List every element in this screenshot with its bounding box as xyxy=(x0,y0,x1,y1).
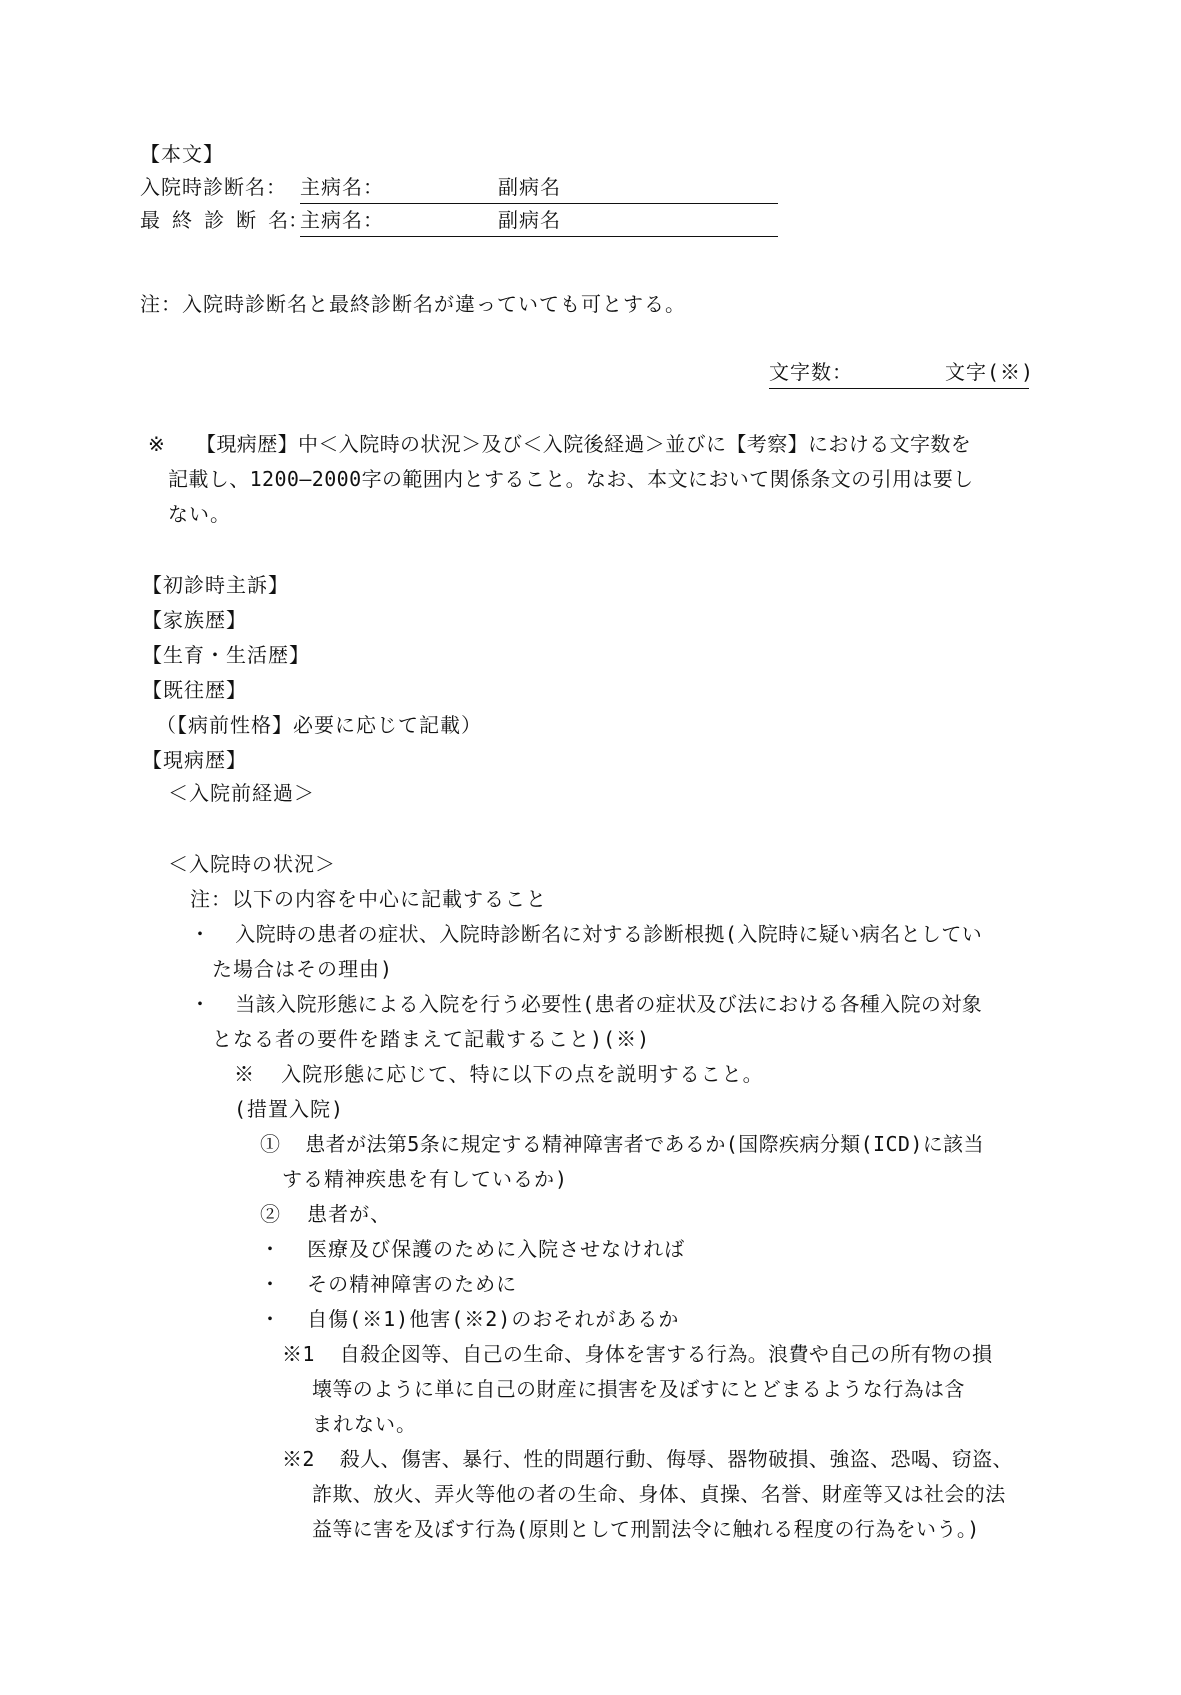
bullet1-line2: た場合はその理由) xyxy=(212,957,394,981)
section-chief-complaint: 【初診時主訴】 xyxy=(142,573,289,597)
final-sub-disease-label: 副病名 xyxy=(498,208,561,232)
count-note-line3: ない。 xyxy=(168,502,231,526)
admission-diagnosis-label: 入院時診断名： xyxy=(140,175,287,199)
count-note-line1: 【現病歴】中＜入院時の状況＞及び＜入院後経過＞並びに【考察】における文字数を xyxy=(196,432,972,456)
bullet2-line2: となる者の要件を踏まえて記載すること)(※) xyxy=(212,1027,651,1051)
section-present-illness: 【現病歴】 xyxy=(142,748,247,772)
section-life-history: 【生育・生活歴】 xyxy=(142,643,310,667)
count-note-line2: 記載し、1200―2000字の範囲内とすること。なお、本文において関係条文の引用は要し xyxy=(168,467,974,491)
dot-item2: ・ その精神障害のために xyxy=(260,1272,518,1296)
admission-diagnosis-underline xyxy=(300,203,778,204)
note1-line1: ※1 自殺企図等、自己の生命、身体を害する行為。浪費や自己の所有物の損 xyxy=(282,1342,993,1366)
note2-line3: 益等に害を及ぼす行為(原則として刑罰法令に触れる程度の行為をいう。) xyxy=(312,1517,980,1541)
note2-line2: 詐欺、放火、弄火等他の者の生命、身体、貞操、名誉、財産等又は社会的法 xyxy=(312,1482,1006,1506)
note1-line2: 壊等のように単に自己の財産に損害を及ぼすにとどまるような行為は含 xyxy=(312,1377,965,1401)
item1-line1: ① 患者が法第5条に規定する精神障害者であるか(国際疾病分類(ICD)に該当 xyxy=(260,1132,984,1156)
sochi-nyuin-label: (措置入院) xyxy=(234,1097,345,1121)
item2: ② 患者が、 xyxy=(260,1202,392,1226)
item1-line2: する精神疾患を有しているか) xyxy=(282,1167,569,1191)
dot-item3: ・ 自傷(※1)他害(※2)のおそれがあるか xyxy=(260,1307,680,1331)
count-note-mark: ※ xyxy=(148,432,166,456)
final-diagnosis-label: 最 終 診 断 名： xyxy=(140,208,309,232)
content-note: 注：以下の内容を中心に記載すること xyxy=(190,887,547,911)
char-count-underline xyxy=(769,388,1029,389)
admission-main-disease-label: 主病名： xyxy=(300,175,384,199)
bullet2-line1: ・ 当該入院形態による入院を行う必要性(患者の症状及び法における各種入院の対象 xyxy=(190,992,983,1016)
char-count-unit: 文字(※) xyxy=(945,360,1035,384)
dot-item1: ・ 医療及び保護のために入院させなければ xyxy=(260,1237,686,1261)
char-count-label: 文字数： xyxy=(769,360,853,384)
admission-situation: ＜入院時の状況＞ xyxy=(168,852,336,876)
section-past-history: 【既往歴】 xyxy=(142,678,247,702)
section-family-history: 【家族歴】 xyxy=(142,608,247,632)
admission-type-note: ※ 入院形態に応じて、特に以下の点を説明すること。 xyxy=(234,1062,764,1086)
note1-line3: まれない。 xyxy=(312,1412,417,1436)
admission-sub-disease-label: 副病名 xyxy=(498,175,561,199)
final-diagnosis-underline xyxy=(300,236,778,237)
diagnosis-note: 注：入院時診断名と最終診断名が違っていても可とする。 xyxy=(140,292,686,316)
final-main-disease-label: 主病名： xyxy=(300,208,384,232)
note2-line1: ※2 殺人、傷害、暴行、性的問題行動、侮辱、器物破損、強盗、恐喝、窃盗、 xyxy=(282,1447,1013,1471)
bullet1-line1: ・ 入院時の患者の症状、入院時診断名に対する診断根拠(入院時に疑い病名としてい xyxy=(190,922,983,946)
honbun-heading: 【本文】 xyxy=(140,142,224,166)
pre-admission-course: ＜入院前経過＞ xyxy=(168,781,315,805)
section-premorbid-personality: （【病前性格】必要に応じて記載） xyxy=(156,713,482,737)
